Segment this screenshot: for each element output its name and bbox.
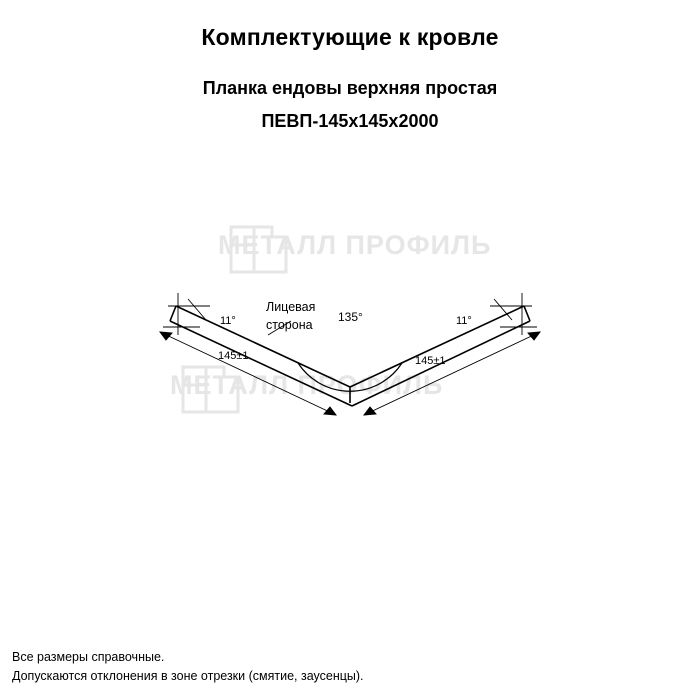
- angle-left-label: 11°: [220, 315, 236, 327]
- angle-right-label: 11°: [456, 315, 472, 327]
- drawing-svg: [0, 175, 700, 595]
- product-name: Планка ендовы верхняя простая: [202, 78, 498, 98]
- footer-note-2: Допускаются отклонения в зоне отрезки (смятие, заусенцы).: [12, 669, 364, 683]
- footer-note-1: Все размеры справочные.: [12, 650, 165, 664]
- dim-right-label: 145±1: [415, 355, 446, 367]
- dimension-left-length: [160, 332, 336, 415]
- dimension-right-length: [364, 332, 540, 415]
- page-title: Комплектующие к кровле: [201, 24, 499, 50]
- product-code: ПЕВП-145x145x2000: [261, 111, 439, 131]
- watermark-text-bottom: МЕТАЛЛ ПРОФИЛЬ: [170, 370, 444, 400]
- watermark-text-top: МЕТАЛЛ ПРОФИЛЬ: [218, 230, 492, 260]
- angle-center-label: 135°: [338, 310, 363, 324]
- technical-drawing: [0, 175, 700, 595]
- face-side-label-line1: Лицевая: [266, 300, 316, 314]
- face-side-label-line2: сторона: [266, 318, 313, 332]
- dim-left-label: 145±1: [218, 350, 249, 362]
- page-header: [0, 0, 700, 133]
- footer-notes: [12, 648, 364, 686]
